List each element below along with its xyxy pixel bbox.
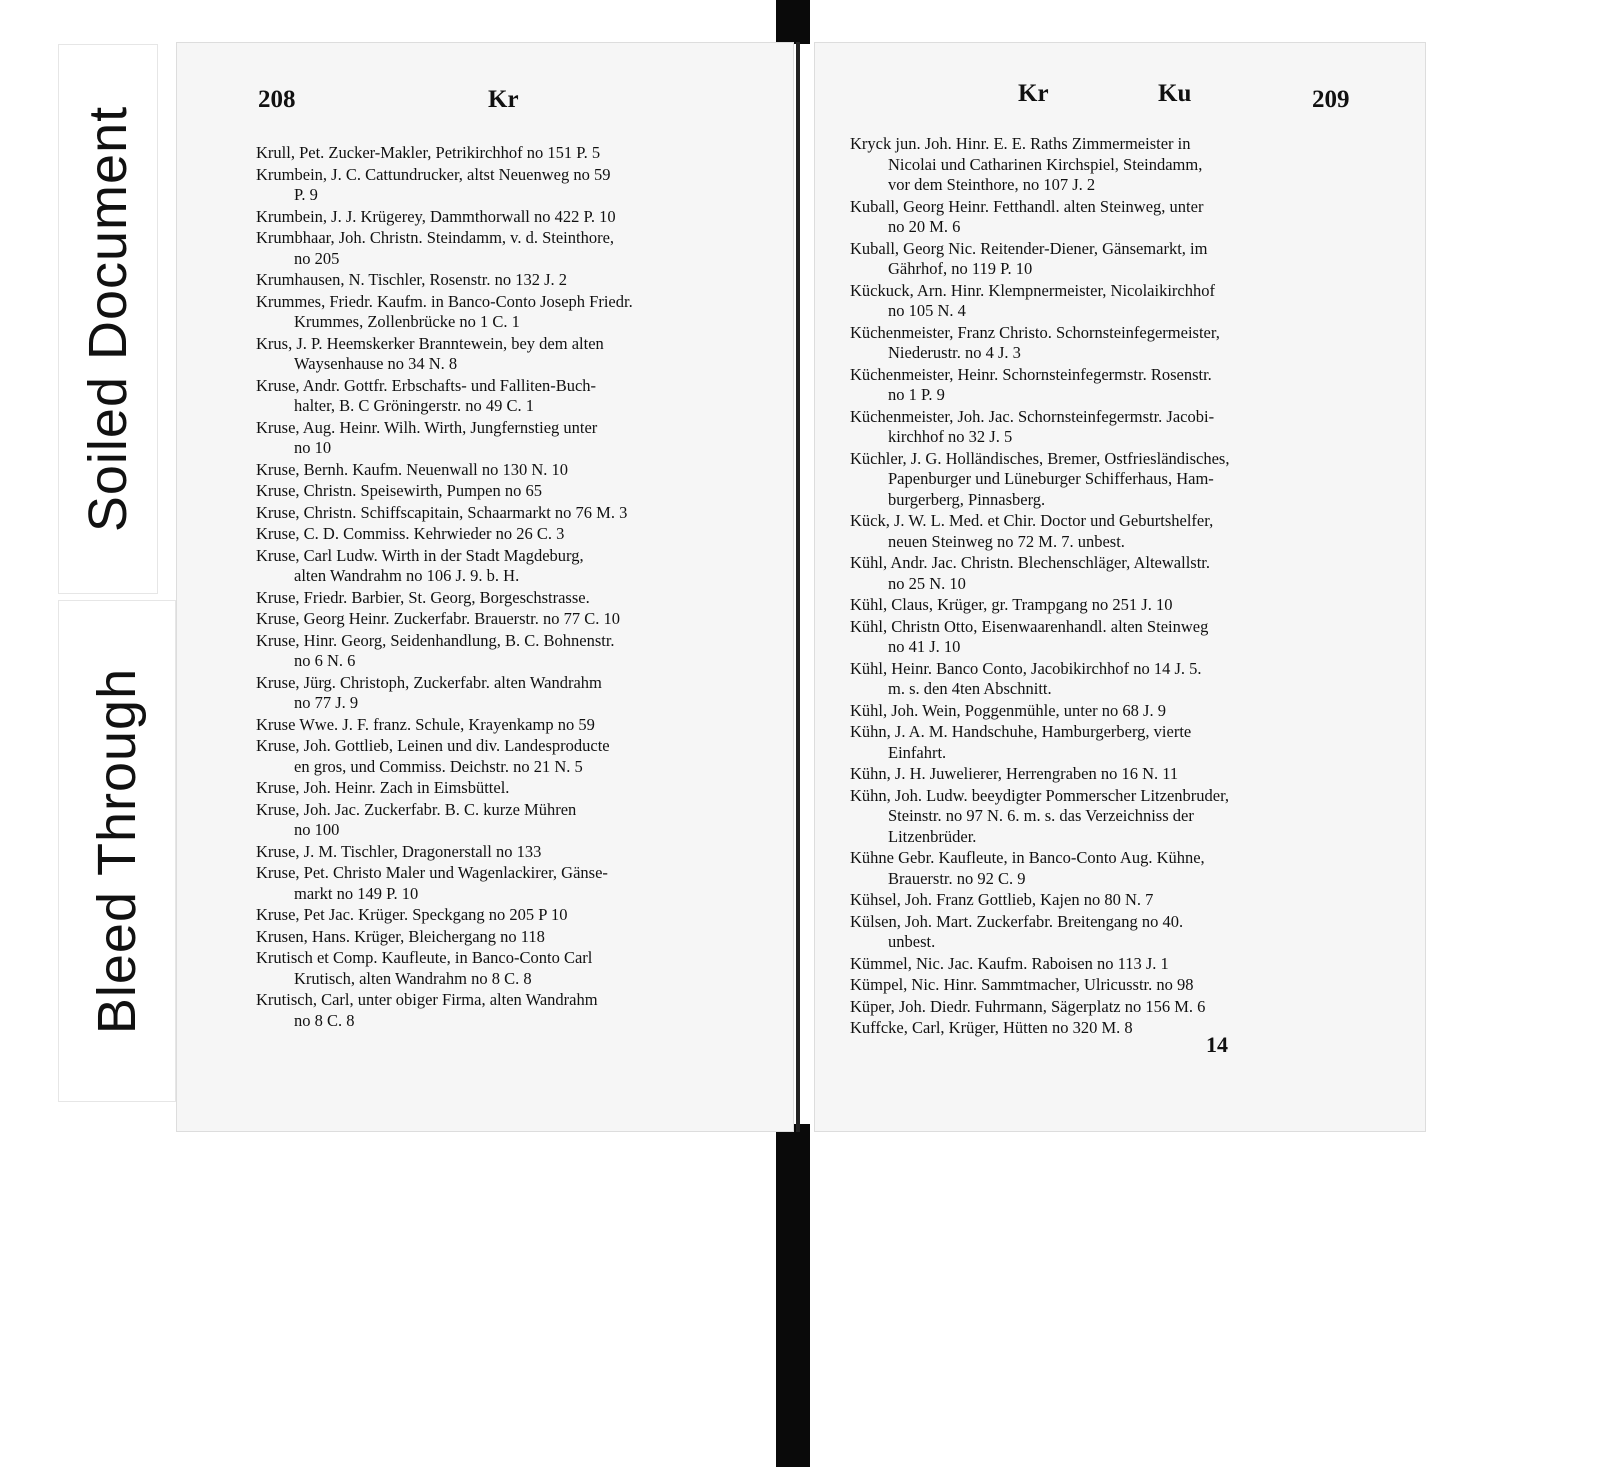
right-page-number: 209 [1312, 86, 1350, 113]
stamp-label: Bleed Through [87, 667, 147, 1035]
directory-entry [850, 701, 1358, 722]
directory-entry [850, 239, 1358, 280]
left-running-head: Kr [488, 86, 519, 113]
directory-entry [850, 890, 1358, 911]
directory-entry [256, 546, 768, 587]
directory-entry [850, 786, 1358, 848]
entry-line: Kruse, Joh. Gottlieb, Leinen und div. Landesproducte [256, 736, 610, 755]
entry-continuation-line: Niederustr. no 4 J. 3 [888, 343, 1021, 362]
directory-entry [850, 912, 1358, 953]
entry-continuation-line: Brauerstr. no 92 C. 9 [888, 868, 1026, 888]
entry-line: Kühsel, Joh. Franz Gottlieb, Kajen no 80 N. 7 [850, 890, 1154, 909]
entry-line: Kruse, Andr. Gottfr. Erbschafts- und Falliten-Buch- [256, 375, 597, 395]
directory-entry [256, 609, 768, 630]
entry-continuation-line: m. s. den 4ten Abschnitt. [888, 679, 1052, 698]
directory-entry [256, 631, 768, 672]
entry-continuation-line: no 1 P. 9 [888, 385, 945, 404]
right-running-head-end: Ku [1158, 80, 1192, 107]
entry-continuation-line: Litzenbrüder. [888, 826, 977, 846]
entry-continuation-line: no 20 M. 6 [888, 217, 961, 236]
entry-line: Kuball, Georg Nic. Reitender-Diener, Gänsemarkt, im [850, 238, 1208, 258]
bleed-through-stamp [58, 600, 176, 1102]
entry-continuation-line: vor dem Steinthore, no 107 J. 2 [888, 175, 1096, 194]
entry-line: Küchenmeister, Franz Christo. Schornsteinfegermeister, [850, 322, 1220, 342]
directory-entry [850, 365, 1358, 406]
directory-entry [256, 143, 768, 164]
directory-entry [256, 588, 768, 609]
directory-entry [256, 778, 768, 799]
directory-entry [256, 334, 768, 375]
directory-entry [256, 524, 768, 545]
entry-line: Krumbhaar, Joh. Christn. Steindamm, v. d. Steinthore, [256, 228, 615, 247]
directory-entry [850, 323, 1358, 364]
entry-line: Kruse, Christn. Schiffscapitain, Schaarmarkt no 76 M. 3 [256, 502, 628, 522]
directory-entry [850, 848, 1358, 889]
entry-line: Kühl, Andr. Jac. Christn. Blechenschläger, Altewallstr. [850, 553, 1210, 572]
directory-entry [850, 1018, 1358, 1039]
right-running-head-start: Kr [1018, 80, 1049, 107]
entry-line: Kühl, Heinr. Banco Conto, Jacobikirchhof no 14 J. 5. [850, 658, 1202, 678]
directory-entry [850, 975, 1358, 996]
directory-entry [850, 281, 1358, 322]
entry-continuation-line: no 6 N. 6 [294, 651, 356, 670]
directory-entry [850, 722, 1358, 763]
directory-entry [256, 481, 768, 502]
entry-line: Kühn, Joh. Ludw. beeydigter Pommerscher Litzenbruder, [850, 785, 1230, 805]
directory-entry [256, 842, 768, 863]
entry-line: Kümpel, Nic. Hinr. Sammtmacher, Ulricusstr. no 98 [850, 975, 1194, 994]
soiled-document-stamp [58, 44, 158, 594]
entry-continuation-line: Einfahrt. [888, 742, 947, 762]
entry-line: Krus, J. P. Heemskerker Branntewein, bey dem alten [256, 333, 604, 353]
directory-entry [256, 503, 768, 524]
entry-line: Kruse Wwe. J. F. franz. Schule, Krayenkamp no 59 [256, 714, 595, 734]
entry-line: Kruse, Pet Jac. Krüger. Speckgang no 205 P 10 [256, 905, 568, 924]
directory-entry [850, 764, 1358, 785]
entry-line: Kryck jun. Joh. Hinr. E. E. Raths Zimmermeister in [850, 134, 1191, 153]
entry-continuation-line: Nicolai und Catharinen Kirchspiel, Steindamm, [888, 154, 1203, 174]
directory-entry [256, 460, 768, 481]
entry-continuation-line: Steinstr. no 97 N. 6. m. s. das Verzeichniss der [888, 806, 1194, 825]
directory-entry [256, 905, 768, 926]
entry-line: Krutisch et Comp. Kaufleute, in Banco-Conto Carl [256, 948, 593, 967]
entry-line: Kruse, J. M. Tischler, Dragonerstall no 133 [256, 841, 542, 861]
entry-line: Kühn, J. A. M. Handschuhe, Hamburgerberg, vierte [850, 722, 1192, 741]
entry-line: Kruse, Joh. Jac. Zuckerfabr. B. C. kurze Mühren [256, 799, 577, 819]
stamp-label: Soiled Document [78, 105, 139, 533]
entry-line: Krull, Pet. Zucker-Makler, Petrikirchhof no 151 P. 5 [256, 143, 601, 162]
entry-line: Kühl, Christn Otto, Eisenwaarenhandl. alten Steinweg [850, 616, 1209, 636]
directory-entry [850, 595, 1358, 616]
entry-continuation-line: neuen Steinweg no 72 M. 7. unbest. [888, 531, 1125, 551]
directory-entry [256, 990, 768, 1031]
directory-entry [256, 948, 768, 989]
directory-entry [256, 736, 768, 777]
directory-entry [850, 659, 1358, 700]
directory-entry [850, 134, 1358, 196]
directory-entry [850, 197, 1358, 238]
left-page-number: 208 [258, 86, 296, 113]
entry-line: Kruse, Christn. Speisewirth, Pumpen no 65 [256, 481, 542, 500]
entry-continuation-line: en gros, und Commiss. Deichstr. no 21 N. 5 [294, 756, 583, 776]
directory-entry [850, 617, 1358, 658]
entry-line: Kruse, Hinr. Georg, Seidenhandlung, B. C. Bohnenstr. [256, 630, 615, 650]
entry-continuation-line: Krummes, Zollenbrücke no 1 C. 1 [294, 312, 520, 331]
entry-line: Kühne Gebr. Kaufleute, in Banco-Conto Aug. Kühne, [850, 848, 1205, 867]
entry-line: Krumbein, J. C. Cattundrucker, altst Neuenweg no 59 [256, 164, 611, 184]
directory-entry [256, 292, 768, 333]
directory-entry [256, 715, 768, 736]
spine-top-bar [776, 0, 810, 44]
entry-line: Krutisch, Carl, unter obiger Firma, alten Wandrahm [256, 990, 598, 1009]
entry-continuation-line: no 25 N. 10 [888, 573, 966, 593]
entry-line: Kruse, Jürg. Christoph, Zuckerfabr. alten Wandrahm [256, 672, 602, 692]
entry-line: Kruse, Bernh. Kaufm. Neuenwall no 130 N. 10 [256, 459, 569, 479]
entry-line: Kruse, C. D. Commiss. Kehrwieder no 26 C. 3 [256, 524, 565, 543]
entry-continuation-line: no 205 [294, 248, 340, 268]
entry-line: Küchenmeister, Joh. Jac. Schornsteinfegermstr. Jacobi- [850, 406, 1215, 426]
directory-entry [256, 228, 768, 269]
directory-entry [850, 511, 1358, 552]
directory-entry [850, 997, 1358, 1018]
directory-entry [850, 449, 1358, 511]
directory-entry [256, 418, 768, 459]
entry-line: Kruse, Georg Heinr. Zuckerfabr. Brauerstr. no 77 C. 10 [256, 609, 620, 628]
directory-entry [256, 673, 768, 714]
entry-continuation-line: no 77 J. 9 [294, 693, 359, 712]
entry-continuation-line: no 41 J. 10 [888, 637, 961, 656]
entry-continuation-line: markt no 149 P. 10 [294, 883, 419, 903]
entry-line: Krumbein, J. J. Krügerey, Dammthorwall no 422 P. 10 [256, 206, 616, 226]
directory-entry [256, 800, 768, 841]
entry-continuation-line: P. 9 [294, 185, 318, 204]
signature-mark: 14 [1206, 1032, 1228, 1057]
entry-continuation-line: no 10 [294, 438, 332, 457]
entry-line: Küchler, J. G. Holländisches, Bremer, Ostfriesländisches, [850, 448, 1230, 468]
entry-line: Kuffcke, Carl, Krüger, Hütten no 320 M. 8 [850, 1018, 1133, 1037]
entry-line: Kückuck, Arn. Hinr. Klempnermeister, Nicolaikirchhof [850, 280, 1215, 300]
directory-entry [850, 553, 1358, 594]
entry-line: Kühn, J. H. Juwelierer, Herrengraben no 16 N. 11 [850, 764, 1179, 783]
entry-line: Kruse, Pet. Christo Maler und Wagenlackirer, Gänse- [256, 863, 608, 882]
directory-entry [256, 927, 768, 948]
entry-line: Kruse, Aug. Heinr. Wilh. Wirth, Jungfernstieg unter [256, 417, 598, 437]
entry-continuation-line: Krutisch, alten Wandrahm no 8 C. 8 [294, 968, 532, 988]
directory-entry [850, 407, 1358, 448]
right-directory-column [850, 134, 1358, 1040]
entry-line: Kück, J. W. L. Med. et Chir. Doctor und Geburtshelfer, [850, 511, 1214, 530]
entry-line: Küper, Joh. Diedr. Fuhrmann, Sägerplatz no 156 M. 6 [850, 996, 1206, 1016]
entry-line: Kruse, Carl Ludw. Wirth in der Stadt Magdeburg, [256, 545, 584, 565]
entry-line: Kuball, Georg Heinr. Fetthandl. alten Steinweg, unter [850, 196, 1204, 216]
entry-line: Krumhausen, N. Tischler, Rosenstr. no 132 J. 2 [256, 270, 568, 289]
entry-continuation-line: no 8 C. 8 [294, 1010, 355, 1030]
spine-bottom-bar [776, 1124, 810, 1467]
entry-continuation-line: no 105 N. 4 [888, 301, 966, 320]
entry-line: Kruse, Joh. Heinr. Zach in Eimsbüttel. [256, 778, 510, 797]
directory-entry [256, 376, 768, 417]
entry-line: Kruse, Friedr. Barbier, St. Georg, Borgeschstrasse. [256, 587, 590, 607]
entry-line: Krusen, Hans. Krüger, Bleichergang no 118 [256, 926, 545, 946]
entry-continuation-line: Gährhof, no 119 P. 10 [888, 259, 1033, 278]
entry-line: Kümmel, Nic. Jac. Kaufm. Raboisen no 113 J. 1 [850, 953, 1169, 973]
directory-entry [256, 863, 768, 904]
entry-continuation-line: burgerberg, Pinnasberg. [888, 489, 1046, 509]
entry-line: Külsen, Joh. Mart. Zuckerfabr. Breitengang no 40. [850, 911, 1184, 931]
entry-continuation-line: halter, B. C Gröningerstr. no 49 C. 1 [294, 396, 534, 415]
directory-entry [850, 954, 1358, 975]
directory-entry [256, 165, 768, 206]
entry-continuation-line: unbest. [888, 932, 936, 951]
entry-continuation-line: kirchhof no 32 J. 5 [888, 427, 1013, 446]
entry-line: Kühl, Joh. Wein, Poggenmühle, unter no 68 J. 9 [850, 700, 1166, 720]
left-directory-column [256, 143, 768, 1032]
entry-continuation-line: no 100 [294, 820, 340, 839]
directory-entry [256, 270, 768, 291]
page-gutter [796, 42, 800, 1132]
directory-entry [256, 207, 768, 228]
entry-line: Krummes, Friedr. Kaufm. in Banco-Conto Joseph Friedr. [256, 291, 633, 311]
entry-line: Küchenmeister, Heinr. Schornsteinfegermstr. Rosenstr. [850, 364, 1212, 384]
entry-continuation-line: Waysenhause no 34 N. 8 [294, 354, 458, 373]
entry-continuation-line: alten Wandrahm no 106 J. 9. b. H. [294, 566, 520, 585]
entry-line: Kühl, Claus, Krüger, gr. Trampgang no 251 J. 10 [850, 595, 1173, 614]
entry-continuation-line: Papenburger und Lüneburger Schifferhaus, Ham- [888, 469, 1214, 488]
